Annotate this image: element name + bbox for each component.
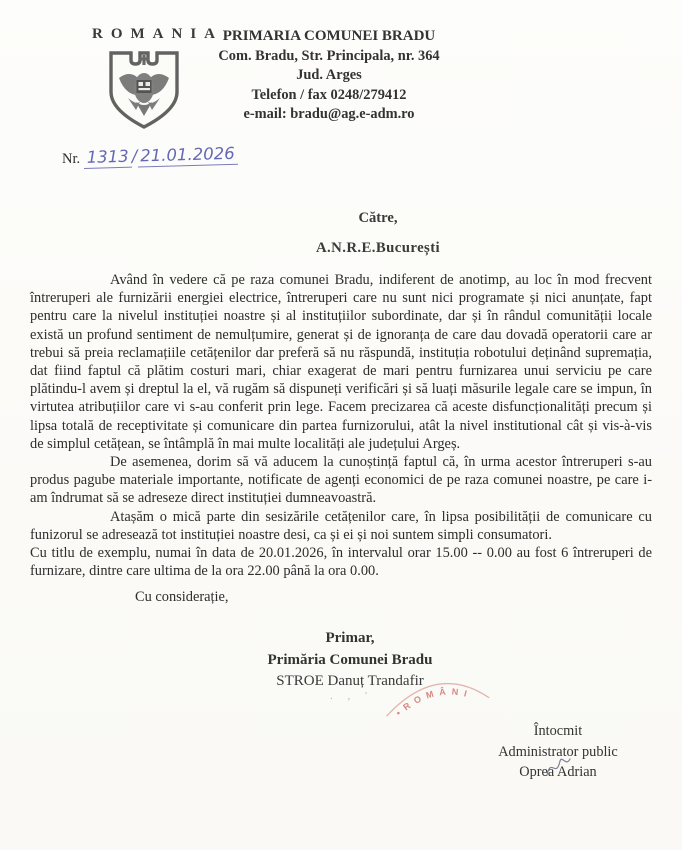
country-label: ROMANIA [92, 26, 223, 42]
signer-name: STROE Danuț Trandafir [276, 673, 424, 689]
valediction: Cu considerație, [135, 589, 229, 605]
registration-number: 1313 [83, 147, 132, 169]
handwritten-registration [83, 144, 238, 167]
org-name: PRIMARIA COMUNEI BRADU [222, 28, 436, 44]
org-email: e-mail: bradu@ag.e-adm.ro [243, 106, 415, 123]
letterhead-org-block [188, 27, 470, 125]
prepared-by-role: Administrator public [498, 743, 618, 760]
paragraph-3: Atașăm o mică parte din sesizările cetățenilor care, în lipsa posibilității de comunicare cu funizorul se adresează tot instituției noastre desi, ca și ei și noi suntem simpli consumatori. [30, 508, 652, 543]
recipient-salutation: Către, [358, 210, 398, 226]
org-phone: Telefon / fax 0248/279412 [251, 86, 407, 103]
org-county: Jud. Arges [296, 67, 362, 84]
org-address: Com. Bradu, Str. Principala, nr. 364 [218, 47, 440, 64]
prepared-by-name: Oprea Adrian [519, 764, 597, 781]
recipient-block [228, 210, 528, 257]
recipient-name: A.N.R.E.București [315, 240, 441, 256]
registration-label: Nr. [62, 151, 81, 167]
letter-body [30, 271, 652, 580]
prepared-by-heading: Întocmit [533, 723, 583, 739]
registration-line [62, 143, 238, 168]
signer-org: Primăria Comunei Bradu [267, 651, 433, 668]
paragraph-2: De asemenea, dorim să vă aducem la cunoștință faptul că, în urma acestor întreruperi s-au produs pagube materiale importante, notificate de agenți economici de pe raza comunei noastre, pe care i-am îndrumat să se adreseze direct instituției dumneavoastră. [30, 454, 652, 507]
handwritten-signature-icon [543, 753, 573, 781]
ink-marks: . , ' [330, 690, 373, 702]
romania-coat-of-arms-icon [106, 50, 182, 130]
paragraph-4: Cu titlu de exemplu, numai în data de 20.01.2026, în intervalul orar 15.00 -- 0.00 au fost 6 întreruperi de furnizare, dintre care ultima de la ora 22.00 până la ora 0.00. [30, 545, 652, 580]
signer-title: Primar, [325, 630, 375, 646]
registration-separator: / [131, 146, 138, 166]
registration-date: 21.01.2026 [137, 144, 238, 168]
svg-text:• R O M Â N I [394, 684, 470, 721]
paragraph-1: Având în vedere că pe raza comunei Bradu, indiferent de anotimp, au loc în mod frecvent întreruperi ale furnizării energiei electrice, întreruperi care nu sunt nici programate și nici anunțate, fapt pentru care la nivelul instituției noastre și al instituțiilor subordinate, dar și în rândul comunității locale există un profund sentiment de nemulțumire, generat și de ignoranța de care dau dovadă operatorii care ar trebui să preia reclamațiile cetățenilor dar preferă să nu răspundă, instituția robotului deținând supremația, dat fiind faptul că plătim costuri mari, chiar exagerat de mari pentru furnizarea unui serviciu pe care plătindu-l avem și dreptul la el, vă rugăm să dispuneți verificări și să luați măsurile legale care se impun, în virtutea atribuțiilor care vi s-au conferit prin lege. Facem precizarea că aceste disfuncționalități precum și lipsa totală de receptivitate și comunicare din partea furnizorului, atât la nivel institutional cât și vis-à-vis de simplul cetățean, se întâmplă în mai multe localități ale județului Argeș. [30, 272, 652, 452]
stamp-text: • R O M Â N I [393, 686, 470, 718]
